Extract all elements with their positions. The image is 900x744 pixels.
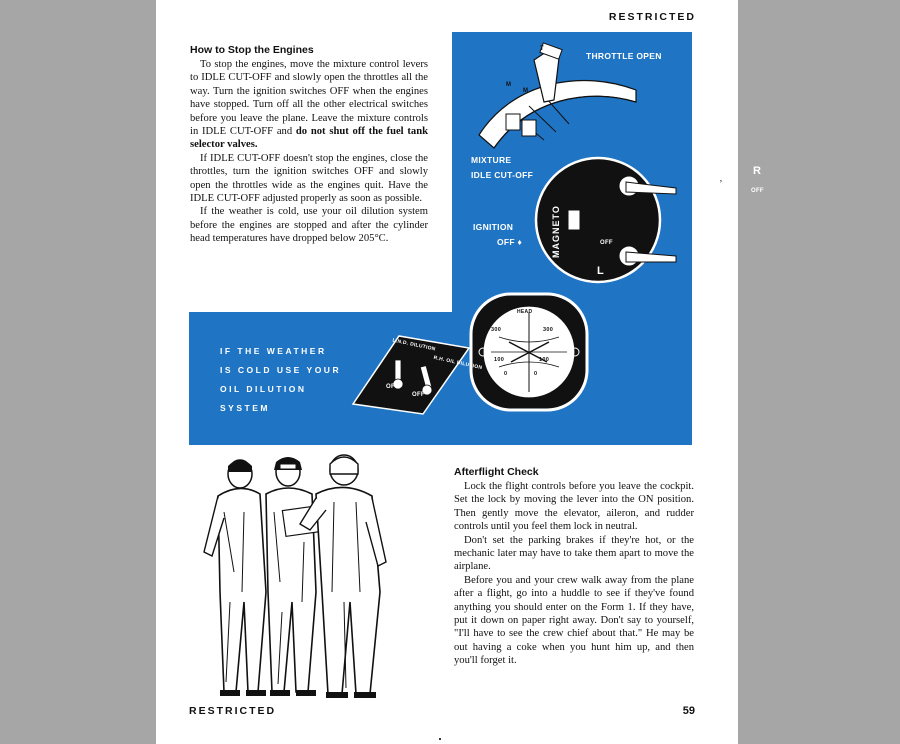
dilution-off-label-1: OFF [386, 384, 399, 390]
scan-dot [439, 738, 441, 740]
weather-line-4: SYSTEM [220, 403, 270, 413]
weather-line-1: IF THE WEATHER [220, 346, 327, 356]
afterflight-p3: Before you and your crew walk away from the plane after a flight, go into a huddle to see if they've found anything you should enter on the Form 1. If they have, put it down on paper right away. Don't say to yourself, "I'll have to see the crew chief about that." He may be out having a coke when you hunt him up, and then you'll forget it. [454, 574, 694, 667]
afterflight-heading: Afterflight Check [454, 466, 539, 478]
switch-off-label-2: OFF [751, 188, 764, 194]
switch-off-label-1: OFF [600, 240, 613, 246]
stop-engines-heading: How to Stop the Engines [190, 44, 314, 56]
dilution-label-left: L.N.D. DILUTION [391, 337, 437, 353]
gauge-title-label: CYL TEMP [512, 302, 543, 308]
afterflight-text [454, 480, 694, 668]
lever-m-label-2: M [523, 88, 529, 94]
idle-cutoff-label: IDLE CUT-OFF [471, 170, 534, 180]
gauge-mark-3: 100 [494, 357, 505, 363]
crew-huddle-illustration [194, 452, 394, 702]
weather-line-3: OIL DILUTION [220, 384, 307, 394]
dilution-off-label-2: OFF [412, 392, 425, 398]
throttle-open-label: THROTTLE OPEN [586, 51, 662, 61]
margin-mark: ’ [719, 178, 723, 190]
stop-engines-text [190, 58, 428, 246]
stop-engines-p1-bold: do not shut off the fuel tank selector valves. [190, 126, 428, 151]
magneto-label: MAGNETO [551, 205, 561, 258]
stop-engines-p1-text: To stop the engines, move the mixture control levers to IDLE CUT-OFF and slowly open the throttles all the way. Turn the ignition switches OFF when the engines have stopped. Turn off all the other electrical switches before you leave the plane. Leave the mixture controls in IDLE CUT-OFF and [190, 59, 428, 138]
gauge-mark-6: 0 [534, 371, 538, 377]
stop-engines-p3: If the weather is cold, use your oil dilution system before the engines are stopped and after the cylinder head temperatures have dropped below 205°C. [190, 206, 428, 245]
header-restricted: RESTRICTED [608, 11, 696, 23]
gauge-mark-4: 100 [539, 357, 550, 363]
stop-engines-section [190, 44, 428, 246]
footer-restricted: RESTRICTED [189, 705, 277, 717]
switch-l-label: L [597, 265, 605, 277]
lever-m-label-1: M [506, 82, 512, 88]
afterflight-p2: Don't set the parking brakes if they're hot, or the mechanic later may have to take them apart to move the airplane. [454, 534, 694, 573]
ignition-off-label: OFF ♦ [497, 237, 523, 247]
lever-t-label: T [540, 46, 544, 52]
gauge-mark-2: 300 [543, 327, 554, 333]
mixture-label: MIXTURE [471, 155, 512, 165]
stop-engines-p2: If IDLE CUT-OFF doesn't stop the engines, close the throttles, turn the ignition switches OFF and slowly open the throttles wide as the engines quit. Have the IDLE CUT-OFF adjusted properly as soon as possible. [190, 152, 428, 205]
gauge-mark-1: 300 [491, 327, 502, 333]
afterflight-section [454, 466, 694, 668]
page-number: 59 [682, 705, 695, 717]
switch-r-label: R [753, 165, 762, 177]
weather-line-2: IS COLD USE YOUR [220, 365, 342, 375]
stop-engines-p1 [190, 58, 428, 152]
afterflight-p1: Lock the flight controls before you leave the cockpit. Set the lock by moving the lever into the ON position. Then gently move the elevator, aileron, and rudder controls until you feel them lock in neutral. [454, 481, 694, 533]
weather-caption [220, 342, 341, 418]
ignition-label: IGNITION [473, 222, 514, 232]
gauge-sub-label: HEAD [517, 309, 533, 315]
dilution-label-right: R.H. OIL DILUTION [432, 354, 483, 372]
document-page [156, 0, 764, 744]
gauge-mark-5: 0 [504, 371, 508, 377]
